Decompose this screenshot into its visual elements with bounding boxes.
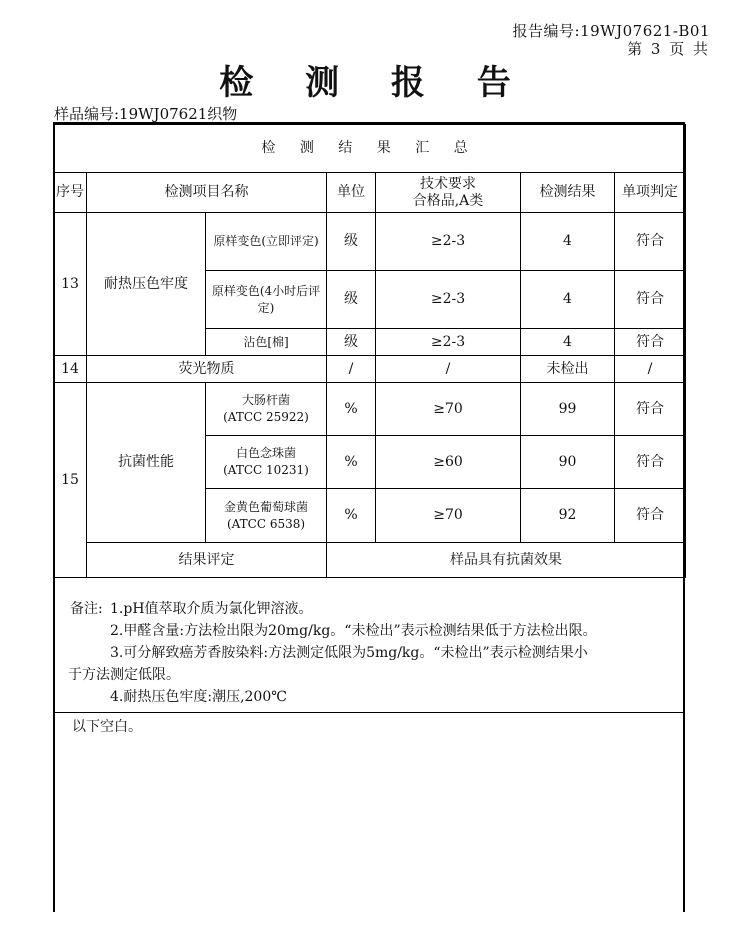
row-15-sub-1-strain: (ATCC 25922) — [223, 410, 309, 424]
note-line-3: 3.可分解致癌芳香胺染料:方法测定低限为5mg/kg。“未检出”表示检测结果小 — [110, 645, 588, 661]
row-13-sub-1-result: 4 — [521, 213, 615, 271]
row-13-sub-2-requirement: ≥2-3 — [376, 271, 521, 329]
report-number: 报告编号:19WJ07621-B01 — [512, 22, 710, 40]
row-15-sub-1-name — [206, 383, 327, 436]
note-line-4: 4.耐热压色牢度:潮压,200℃ — [110, 689, 287, 705]
row-14-judgement: / — [615, 356, 686, 383]
row-13-sub-2-judgement: 符合 — [615, 271, 686, 329]
note-line-2: 2.甲醛含量:方法检出限为20mg/kg。“未检出”表示检测结果低于方法检出限。 — [110, 623, 597, 639]
blank-statement: 以下空白。 — [72, 719, 142, 735]
row-15-sub-3-judgement: 符合 — [615, 489, 686, 543]
table-row — [54, 356, 686, 383]
row-15-conclusion-label: 结果评定 — [87, 543, 327, 578]
table-header-row — [54, 173, 686, 213]
page-title: 检 测 报 告 — [219, 63, 531, 103]
row-15-sub-2-requirement: ≥60 — [376, 436, 521, 489]
row-15-sub-2-judgement: 符合 — [615, 436, 686, 489]
row-15-conclusion-value: 样品具有抗菌效果 — [327, 543, 686, 578]
notes-label: 备注: — [70, 601, 103, 617]
row-13-sub-3-name: 沾色[棉] — [206, 329, 327, 356]
col-header-item: 检测项目名称 — [87, 173, 327, 213]
table-title: 检 测 结 果 汇 总 — [54, 125, 686, 173]
col-header-unit: 单位 — [327, 173, 376, 213]
row-15-sub-3-name — [206, 489, 327, 543]
note-line-3-continued: 于方法测定低限。 — [68, 667, 180, 683]
row-13-sub-1-unit: 级 — [327, 213, 376, 271]
row-15-sub-3-result: 92 — [521, 489, 615, 543]
results-table — [53, 124, 686, 578]
row-15-sub-3-organism: 金黄色葡萄球菌 — [223, 499, 308, 514]
col-header-no: 序号 — [54, 173, 87, 213]
table-row — [54, 383, 686, 436]
col-header-requirement-line1: 技术要求 — [420, 175, 476, 192]
row-15-sub-3-strain: (ATCC 6538) — [226, 516, 306, 531]
row-15-sub-2-strain: (ATCC 10231) — [223, 463, 309, 477]
row-13-sub-1-requirement: ≥2-3 — [376, 213, 521, 271]
table-row — [54, 543, 686, 578]
row-15-sub-2-organism: 白色念珠菌 — [235, 446, 296, 460]
col-header-result: 检测结果 — [521, 173, 615, 213]
note-line-1: 1.pH值萃取介质为氯化钾溶液。 — [110, 601, 313, 617]
row-15-sub-2-name — [206, 436, 327, 489]
row-15-sub-1-unit: % — [327, 383, 376, 436]
notes-body — [70, 598, 685, 708]
row-15-sub-1-organism: 大肠杆菌 — [241, 393, 290, 407]
row-13-sub-3-requirement: ≥2-3 — [376, 329, 521, 356]
row-13-no: 13 — [54, 213, 87, 356]
col-header-requirement-line2: 合格品,A类 — [412, 192, 484, 209]
table-title-row — [54, 125, 686, 173]
row-13-sub-1-name: 原样变色(立即评定) — [206, 213, 327, 271]
row-15-item: 抗菌性能 — [87, 383, 206, 543]
row-14-no: 14 — [54, 356, 87, 383]
row-15-no: 15 — [54, 383, 87, 578]
row-15-sub-1-result: 99 — [521, 383, 615, 436]
table-row — [54, 213, 686, 271]
row-15-sub-1-judgement: 符合 — [615, 383, 686, 436]
page-info: 第 3 页 共 — [627, 40, 710, 58]
row-15-sub-3-requirement: ≥70 — [376, 489, 521, 543]
col-header-requirement — [376, 173, 521, 213]
row-13-item: 耐热压色牢度 — [87, 213, 206, 356]
row-14-item: 荧光物质 — [87, 356, 327, 383]
row-14-unit: / — [327, 356, 376, 383]
row-13-sub-2-result: 4 — [521, 271, 615, 329]
row-15-sub-1-requirement: ≥70 — [376, 383, 521, 436]
row-15-sub-2-result: 90 — [521, 436, 615, 489]
row-13-sub-2-name: 原样变色(4小时后评定) — [206, 271, 327, 329]
notes-section — [70, 598, 685, 708]
row-15-sub-2-unit: % — [327, 436, 376, 489]
row-13-sub-2-unit: 级 — [327, 271, 376, 329]
row-15-sub-3-unit: % — [327, 489, 376, 543]
row-13-sub-3-unit: 级 — [327, 329, 376, 356]
row-14-result: 未检出 — [521, 356, 615, 383]
sample-number: 样品编号:19WJ07621织物 — [54, 105, 238, 123]
row-14-requirement: / — [376, 356, 521, 383]
row-13-sub-1-judgement: 符合 — [615, 213, 686, 271]
notes-divider — [53, 712, 685, 713]
row-13-sub-3-judgement: 符合 — [615, 329, 686, 356]
row-13-sub-3-result: 4 — [521, 329, 615, 356]
col-header-judgement: 单项判定 — [615, 173, 686, 213]
